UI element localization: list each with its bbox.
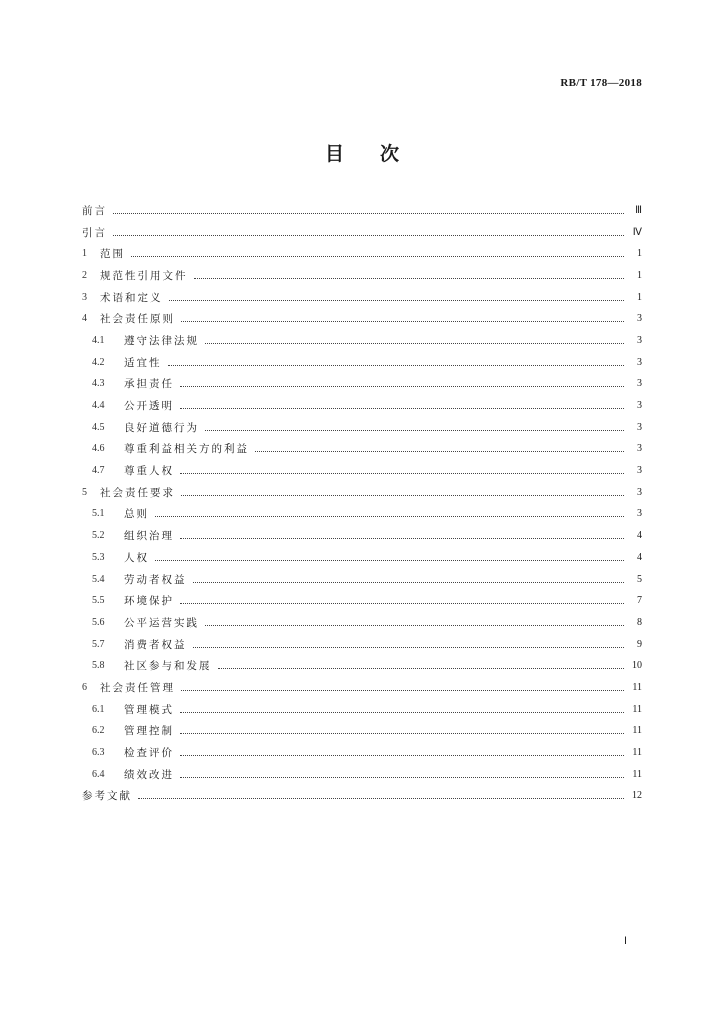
toc-dot-leader — [180, 747, 624, 759]
toc-entry-title: 前言 — [82, 204, 107, 217]
toc-entry[interactable] — [82, 699, 642, 721]
toc-entry[interactable] — [82, 742, 642, 764]
toc-entry-title: 尊重人权 — [124, 465, 174, 478]
toc-dot-leader — [205, 335, 624, 347]
toc-entry-page: 1 — [637, 248, 642, 260]
toc-entry-number: 6.1 — [92, 703, 105, 715]
toc-entry[interactable] — [82, 590, 642, 612]
toc-entry-number: 4.1 — [92, 334, 105, 346]
toc-entry-title: 公平运营实践 — [124, 616, 199, 629]
toc-entry-title: 管理控制 — [124, 725, 174, 738]
toc-entry-page: 3 — [637, 486, 642, 498]
toc-entry-page: 3 — [637, 356, 642, 368]
toc-entry-page: 3 — [637, 465, 642, 477]
toc-entry[interactable] — [82, 243, 642, 265]
toc-entry-title: 社会责任要求 — [100, 486, 175, 499]
toc-entry-number: 4.6 — [92, 443, 105, 455]
toc-dot-leader — [131, 248, 624, 260]
toc-entry[interactable] — [82, 352, 642, 374]
toc-entry-title: 组织治理 — [124, 530, 174, 543]
toc-entry[interactable] — [82, 439, 642, 461]
toc-dot-leader — [169, 292, 625, 304]
toc-entry-number: 4.3 — [92, 378, 105, 390]
toc-entry[interactable] — [82, 287, 642, 309]
toc-title-part2: 次 — [380, 143, 400, 165]
toc-dot-leader — [194, 270, 625, 282]
toc-entry-title: 承担责任 — [124, 378, 174, 391]
footer-page-number: Ⅰ — [624, 936, 627, 947]
toc-dot-leader — [180, 378, 624, 390]
toc-entry-page: 11 — [632, 747, 642, 759]
toc-dot-leader — [205, 617, 624, 629]
toc-entry-title: 术语和定义 — [100, 291, 163, 304]
toc-entry-page: 11 — [632, 768, 642, 780]
toc-entry-title: 劳动者权益 — [124, 573, 187, 586]
toc-entry-number: 3 — [82, 291, 87, 303]
toc-entry-page: 5 — [637, 573, 642, 585]
toc-dot-leader — [255, 443, 624, 455]
toc-entry[interactable] — [82, 460, 642, 482]
toc-dot-leader — [181, 487, 624, 499]
toc-entry-title: 管理模式 — [124, 703, 174, 716]
toc-dot-leader — [180, 725, 624, 737]
toc-dot-leader — [180, 704, 624, 716]
toc-entry-number: 5.6 — [92, 616, 105, 628]
toc-dot-leader — [218, 660, 625, 672]
toc-entry-page: 3 — [637, 443, 642, 455]
toc-entry-number: 5.2 — [92, 530, 105, 542]
toc-dot-leader — [138, 790, 624, 802]
toc-entry-title: 人权 — [124, 551, 149, 564]
toc-entry-title: 尊重利益相关方的利益 — [124, 443, 249, 456]
toc-entry-page: 7 — [637, 595, 642, 607]
toc-entry-number: 4 — [82, 313, 87, 325]
toc-entry-number: 5 — [82, 486, 87, 498]
toc-entry-title: 环境保护 — [124, 595, 174, 608]
toc-entry-title: 遵守法律法规 — [124, 334, 199, 347]
toc-entry[interactable] — [82, 308, 642, 330]
toc-entry-title: 良好道德行为 — [124, 421, 199, 434]
toc-entry-number: 4.4 — [92, 400, 105, 412]
toc-entry-page: 3 — [637, 508, 642, 520]
toc-dot-leader — [113, 205, 624, 217]
toc-entry-page: 3 — [637, 400, 642, 412]
toc-entry[interactable] — [82, 786, 642, 808]
toc-entry[interactable] — [82, 612, 642, 634]
toc-entry[interactable] — [82, 569, 642, 591]
toc-entry-title: 消费者权益 — [124, 638, 187, 651]
toc-entry-page: 9 — [637, 638, 642, 650]
toc-entry-number: 5.1 — [92, 508, 105, 520]
toc-dot-leader — [180, 530, 624, 542]
toc-entry-title: 规范性引用文件 — [100, 269, 188, 282]
toc-dot-leader — [180, 400, 624, 412]
toc-entry[interactable] — [82, 417, 642, 439]
toc-entry-title: 检查评价 — [124, 747, 174, 760]
toc-entry-page: 3 — [637, 334, 642, 346]
toc-entry[interactable] — [82, 677, 642, 699]
toc-entry[interactable] — [82, 222, 642, 244]
toc-entry-page: Ⅲ — [635, 204, 642, 216]
toc-entry[interactable] — [82, 200, 642, 222]
toc-entry-page: 10 — [632, 660, 642, 672]
standard-code: RB/T 178—2018 — [560, 77, 642, 89]
toc-entry-number: 6.4 — [92, 768, 105, 780]
toc-entry-number: 2 — [82, 269, 87, 281]
toc-entry-title: 总则 — [124, 508, 149, 521]
toc-entry[interactable] — [82, 330, 642, 352]
toc-entry-title: 参考文献 — [82, 790, 132, 803]
toc-entry[interactable] — [82, 395, 642, 417]
toc-entry-title: 社会责任管理 — [100, 681, 175, 694]
toc-entry-number: 5.8 — [92, 660, 105, 672]
toc-entry-number: 5.7 — [92, 638, 105, 650]
toc-entry-number: 4.2 — [92, 356, 105, 368]
toc-dot-leader — [168, 357, 625, 369]
toc-entry[interactable] — [82, 265, 642, 287]
toc-entry[interactable] — [82, 504, 642, 526]
toc-dot-leader — [193, 574, 625, 586]
toc-entry-title: 公开透明 — [124, 400, 174, 413]
toc-dot-leader — [205, 422, 624, 434]
toc-entry-page: 3 — [637, 313, 642, 325]
toc-entry-page: 8 — [637, 616, 642, 628]
toc-entry-page: 3 — [637, 378, 642, 390]
toc-dot-leader — [155, 552, 624, 564]
toc-dot-leader — [180, 769, 624, 781]
toc-entry[interactable] — [82, 764, 642, 786]
toc-entry[interactable] — [82, 374, 642, 396]
toc-entry-page: 1 — [637, 291, 642, 303]
toc-entry[interactable] — [82, 721, 642, 743]
table-of-contents — [82, 200, 642, 807]
toc-entry[interactable] — [82, 655, 642, 677]
toc-entry-title: 社会责任原则 — [100, 313, 175, 326]
toc-dot-leader — [180, 595, 624, 607]
toc-entry-title: 绩效改进 — [124, 768, 174, 781]
toc-entry-number: 5.3 — [92, 551, 105, 563]
toc-entry[interactable] — [82, 482, 642, 504]
toc-entry-number: 4.7 — [92, 465, 105, 477]
toc-dot-leader — [193, 639, 625, 651]
toc-entry-page: 11 — [632, 703, 642, 715]
toc-entry-number: 4.5 — [92, 421, 105, 433]
toc-entry[interactable] — [82, 634, 642, 656]
toc-dot-leader — [181, 682, 624, 694]
toc-entry-number: 6 — [82, 681, 87, 693]
toc-dot-leader — [180, 465, 624, 477]
toc-entry-page: Ⅳ — [632, 226, 642, 238]
toc-entry-page: 1 — [637, 269, 642, 281]
toc-entry-title: 范围 — [100, 248, 125, 261]
toc-entry[interactable] — [82, 525, 642, 547]
toc-entry-number: 6.3 — [92, 747, 105, 759]
toc-dot-leader — [113, 227, 624, 239]
toc-entry-title: 社区参与和发展 — [124, 660, 212, 673]
toc-entry-number: 5.5 — [92, 595, 105, 607]
toc-entry-number: 6.2 — [92, 725, 105, 737]
toc-entry-page: 3 — [637, 421, 642, 433]
toc-dot-leader — [181, 313, 624, 325]
toc-entry[interactable] — [82, 547, 642, 569]
toc-title — [0, 139, 724, 166]
toc-entry-page: 12 — [632, 790, 642, 802]
toc-entry-page: 11 — [632, 681, 642, 693]
toc-entry-number: 5.4 — [92, 573, 105, 585]
toc-dot-leader — [155, 508, 624, 520]
toc-title-part1: 目 — [324, 143, 344, 165]
toc-entry-number: 1 — [82, 248, 87, 260]
toc-entry-title: 适宜性 — [124, 356, 162, 369]
toc-entry-page: 11 — [632, 725, 642, 737]
toc-entry-title: 引言 — [82, 226, 107, 239]
toc-entry-page: 4 — [637, 551, 642, 563]
toc-entry-page: 4 — [637, 530, 642, 542]
